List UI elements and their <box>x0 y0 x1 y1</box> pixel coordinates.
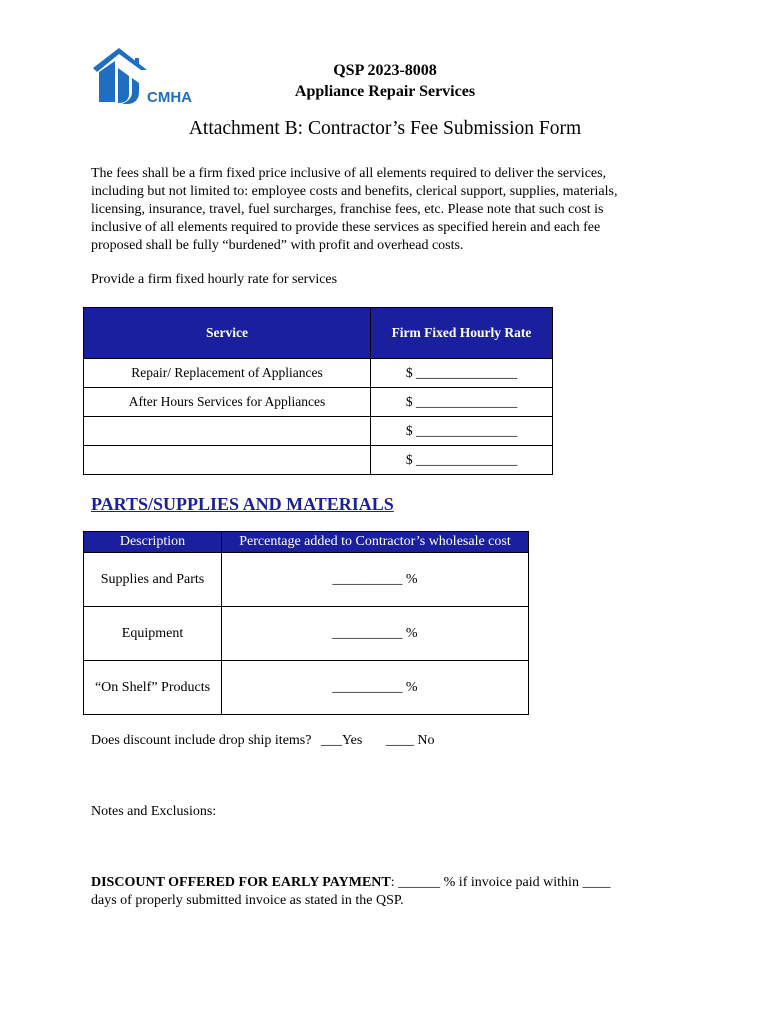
column-header-description: Description <box>84 532 222 553</box>
table-row <box>84 359 553 388</box>
logo-text: CMHA <box>147 89 192 106</box>
service-cell[interactable]: Repair/ Replacement of Appliances <box>84 359 371 388</box>
table-row <box>84 607 529 661</box>
table-header-row <box>84 532 529 553</box>
description-cell: Supplies and Parts <box>84 553 222 607</box>
discount-terms-field[interactable]: : ______ % if invoice paid within ____ <box>390 875 611 890</box>
intro-line: licensing, insurance, travel, fuel surcharges, franchise fees, etc. Please note that such cost is <box>91 202 604 217</box>
rate-field[interactable]: $ _______________ <box>371 446 553 475</box>
description-cell: Equipment <box>84 607 222 661</box>
table-header-row <box>84 308 553 359</box>
early-payment-discount <box>91 875 610 891</box>
intro-line: inclusive of all elements required to provide these services as specified herein and each fee <box>91 220 601 235</box>
table-row <box>84 661 529 715</box>
percentage-field[interactable]: __________ % <box>222 661 529 715</box>
drop-ship-question-text: Does discount include drop ship items? <box>91 733 312 748</box>
column-header-percentage: Percentage added to Contractor’s wholesale cost <box>222 532 529 553</box>
service-cell[interactable] <box>84 417 371 446</box>
percentage-field[interactable]: __________ % <box>222 553 529 607</box>
rate-field[interactable]: $ _______________ <box>371 417 553 446</box>
intro-paragraph <box>91 165 691 255</box>
drop-ship-no-field[interactable]: ____ No <box>385 733 435 748</box>
project-title: Appliance Repair Services <box>294 83 476 100</box>
column-header-service: Service <box>84 308 371 359</box>
rate-field[interactable]: $ _______________ <box>371 388 553 417</box>
table-row <box>84 553 529 607</box>
discount-label: DISCOUNT OFFERED FOR EARLY PAYMENT <box>91 875 391 890</box>
rate-instruction: Provide a firm fixed hourly rate for services <box>91 272 338 287</box>
page-title: Attachment B: Contractor’s Fee Submission Form <box>188 118 582 139</box>
drop-ship-yes-field[interactable]: ___Yes <box>320 733 363 748</box>
table-row <box>84 417 553 446</box>
intro-line: including but not limited to: employee costs and benefits, clerical support, supplies, materials, <box>91 184 618 199</box>
rate-field[interactable]: $ _______________ <box>371 359 553 388</box>
parts-heading: PARTS/SUPPLIES AND MATERIALS <box>91 494 394 514</box>
percentage-field[interactable]: __________ % <box>222 607 529 661</box>
service-cell[interactable] <box>84 446 371 475</box>
drop-ship-question <box>91 733 434 749</box>
intro-line: proposed shall be fully “burdened” with profit and overhead costs. <box>91 238 464 253</box>
table-row <box>84 388 553 417</box>
intro-line: The fees shall be a firm fixed price inclusive of all elements required to deliver the services, <box>91 166 607 181</box>
parts-markup-table <box>83 531 529 715</box>
notes-label: Notes and Exclusions: <box>91 804 217 819</box>
service-cell[interactable]: After Hours Services for Appliances <box>84 388 371 417</box>
table-row <box>84 446 553 475</box>
column-header-rate: Firm Fixed Hourly Rate <box>371 308 553 359</box>
qsp-number: QSP 2023-8008 <box>333 62 437 79</box>
service-rate-table <box>83 307 553 475</box>
discount-terms-line2: days of properly submitted invoice as stated in the QSP. <box>91 893 404 908</box>
description-cell: “On Shelf” Products <box>84 661 222 715</box>
